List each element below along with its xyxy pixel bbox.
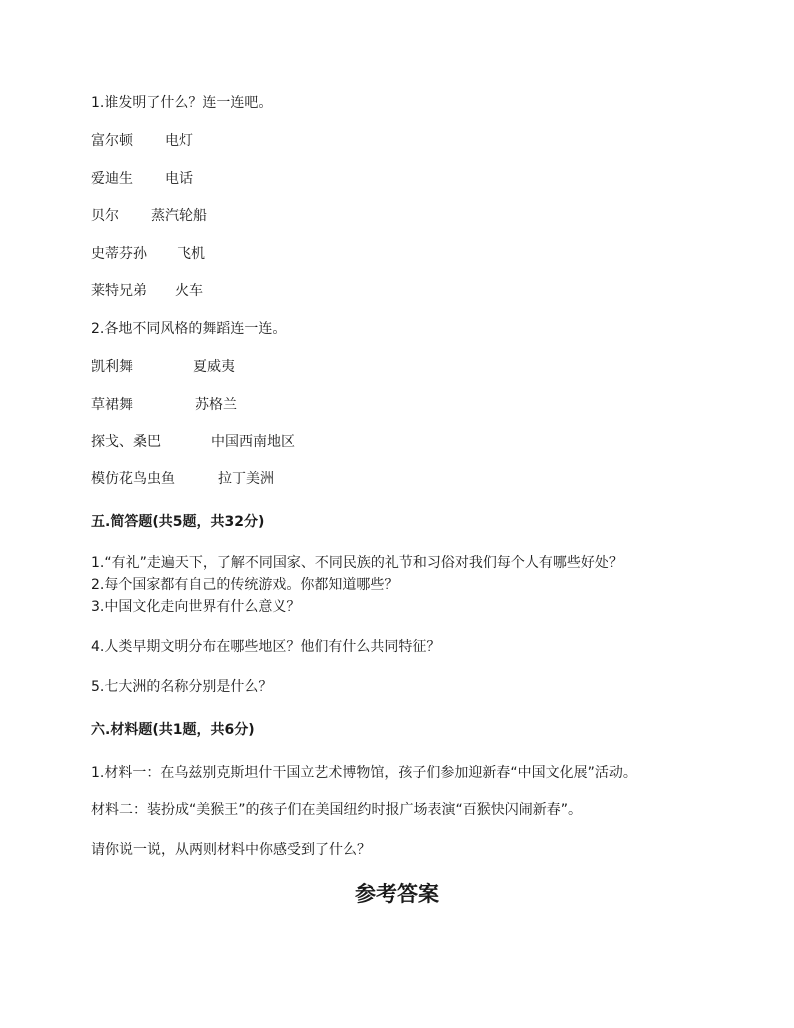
section6-material-2: 材料二：装扮成“美猴王”的孩子们在美国纽约时报广场表演“百猴快闪闹新春”。	[91, 802, 583, 818]
q2-pair-3	[91, 432, 295, 452]
q2-pair-4-left: 模仿花鸟虫鱼	[91, 471, 175, 487]
section6-heading: 六.材料题(共1题，共6分)	[91, 722, 255, 738]
q2-pair-1-left: 凯利舞	[91, 359, 133, 375]
q1-pair-5	[91, 281, 203, 301]
q1-pair-2-right: 电话	[165, 171, 193, 187]
q1-pair-4	[91, 244, 205, 264]
q2-pair-4	[91, 469, 274, 489]
section5-question-5: 5.七大洲的名称分别是什么？	[91, 679, 273, 695]
q2-pair-4-right: 拉丁美洲	[218, 471, 274, 487]
q1-pair-1	[91, 131, 193, 151]
section6-material-1: 1.材料一：在乌兹别克斯坦什干国立艺术博物馆，孩子们参加迎新春“中国文化展”活动。	[91, 765, 637, 781]
q1-pair-5-left: 莱特兄弟	[91, 283, 147, 299]
q2-prompt: 2.各地不同风格的舞蹈连一连。	[91, 321, 287, 337]
q1-pair-4-right: 飞机	[177, 246, 205, 262]
q2-pair-1-right: 夏威夷	[193, 359, 235, 375]
section5-heading: 五.简答题(共5题，共32分)	[91, 514, 265, 530]
section6-question: 请你说一说，从两则材料中你感受到了什么？	[91, 842, 371, 858]
q2-pair-3-left: 探戈、桑巴	[91, 434, 161, 450]
section5-question-1: 1.“有礼”走遍天下，了解不同国家、不同民族的礼节和习俗对我们每个人有哪些好处？	[91, 555, 623, 571]
section5-question-4: 4.人类早期文明分布在哪些地区？他们有什么共同特征？	[91, 639, 441, 655]
section5-question-3: 3.中国文化走向世界有什么意义？	[91, 599, 301, 615]
q1-pair-2	[91, 169, 193, 189]
answers-title: 参考答案	[355, 881, 439, 906]
q2-pair-1	[91, 357, 235, 377]
q2-pair-2	[91, 395, 237, 415]
q1-prompt: 1.谁发明了什么？连一连吧。	[91, 95, 273, 111]
q1-pair-2-left: 爱迪生	[91, 171, 133, 187]
q1-pair-3-left: 贝尔	[91, 208, 119, 224]
q1-pair-5-right: 火车	[175, 283, 203, 299]
q1-pair-1-left: 富尔顿	[91, 133, 133, 149]
q1-pair-3-right: 蒸汽轮船	[151, 208, 207, 224]
q2-pair-2-right: 苏格兰	[195, 397, 237, 413]
section5-question-2: 2.每个国家都有自己的传统游戏。你都知道哪些？	[91, 577, 399, 593]
q2-pair-2-left: 草裙舞	[91, 397, 133, 413]
q1-pair-3	[91, 206, 207, 226]
q2-pair-3-right: 中国西南地区	[211, 434, 295, 450]
q1-pair-4-left: 史蒂芬孙	[91, 246, 147, 262]
q1-pair-1-right: 电灯	[165, 133, 193, 149]
